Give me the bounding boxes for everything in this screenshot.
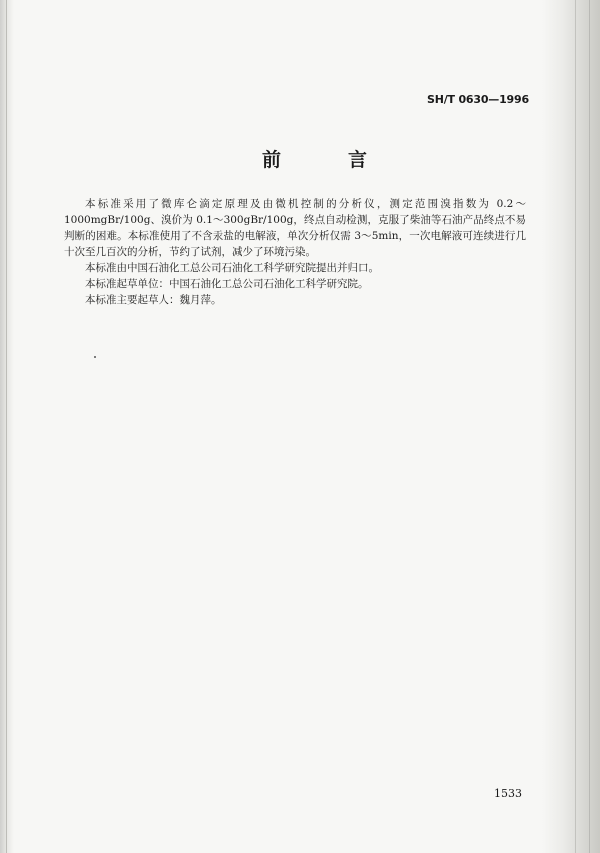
scan-right-edge-line: [575, 0, 576, 853]
scan-speck: [94, 356, 96, 358]
page-title: 前 言: [262, 149, 392, 171]
scan-right-edge-shadow: [542, 0, 600, 853]
foreword-paragraph-method: 本标准采用了微库仑滴定原理及由微机控制的分析仪，测定范围溴指数为 0.2～1000mgBr/100g、溴价为 0.1～300gBr/100g，终点自动检测，克服了柴油等石油产品终点不易判断的困难。本标准使用了不含汞盐的电解液，单次分析仅需 3～5min，一次电解液可连续进行几十次至几百次的分析，节约了试剂，减少了环境污染。: [64, 198, 526, 258]
foreword-body: [64, 196, 526, 308]
foreword-paragraph-proposer: 本标准由中国石油化工总公司石油化工科学研究院提出并归口。: [85, 262, 379, 274]
scan-binding-shadow: [0, 0, 14, 853]
scan-right-edge-line-outer: [589, 0, 590, 853]
scan-binding-line: [6, 0, 7, 853]
standard-code: SH/T 0630—1996: [427, 93, 529, 106]
foreword-paragraph-drafter: 本标准主要起草人：魏月萍。: [85, 294, 222, 306]
page-number: 1533: [494, 787, 522, 800]
foreword-paragraph-drafting-unit: 本标准起草单位：中国石油化工总公司石油化工科学研究院。: [85, 278, 369, 290]
